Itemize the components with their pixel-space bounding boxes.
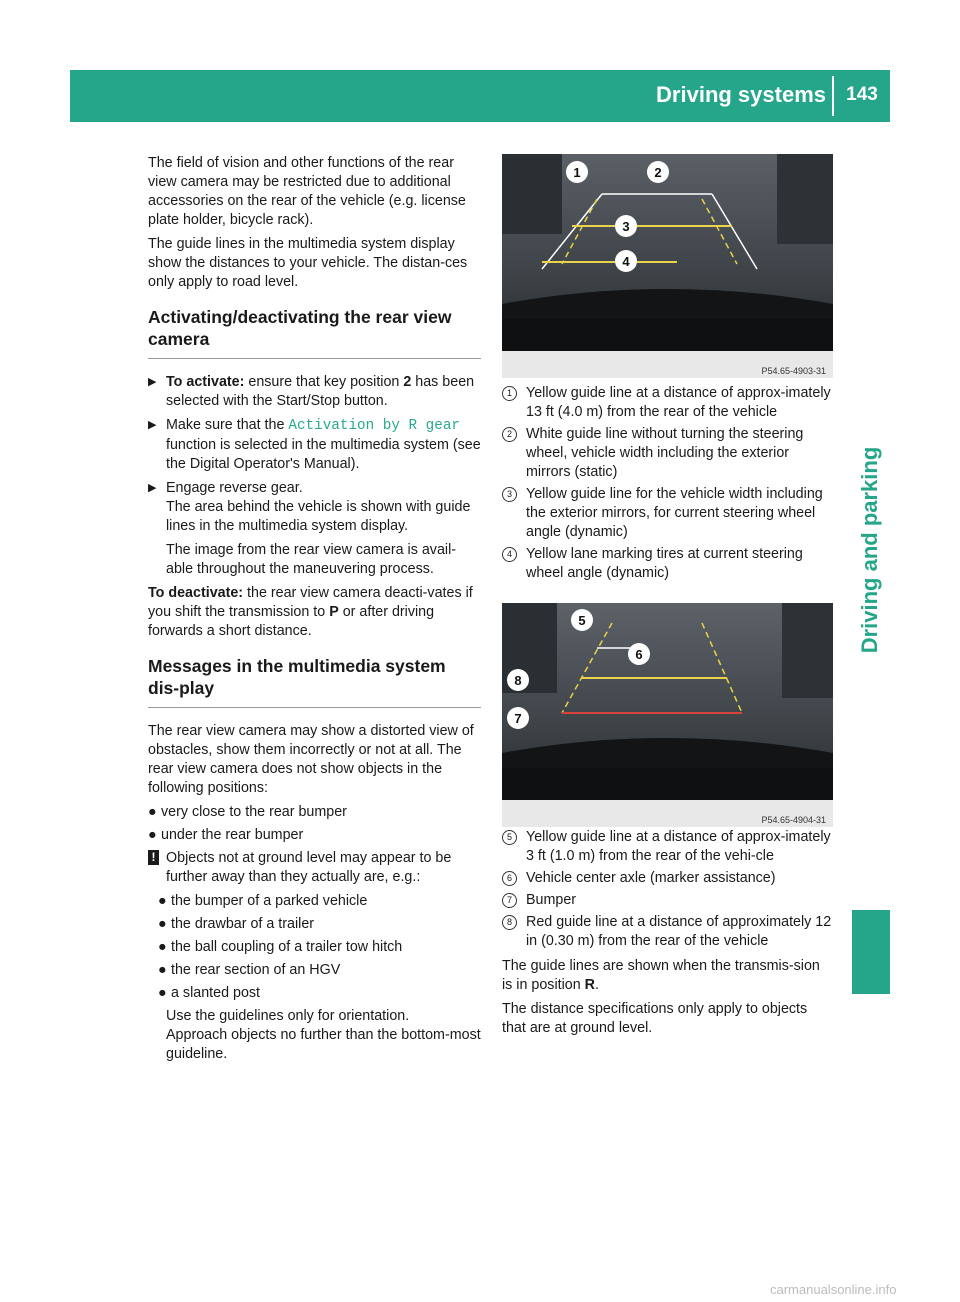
marker-8: 8 [514, 673, 522, 688]
intro-paragraph: The field of vision and other functions of the rear view camera may be restricted due to additional accessories on the rear of the vehicle (e.g. license plate holder, bicycle rack). [148, 155, 466, 228]
bullet-icon: ● [158, 916, 167, 932]
callout-number: 2 [502, 427, 517, 442]
bullet-icon: ● [148, 804, 157, 820]
list-item [158, 915, 481, 934]
marker-2: 2 [654, 165, 662, 180]
list-item [158, 961, 481, 980]
callout-text: Vehicle center axle (marker assistance) [526, 870, 776, 886]
callout-item [502, 869, 833, 888]
chapter-tab-marker [852, 910, 890, 994]
callout-item [502, 425, 833, 482]
marker-7: 7 [514, 711, 522, 726]
callout-number: 5 [502, 830, 517, 845]
step-activate [148, 373, 481, 411]
callout-item [502, 891, 833, 910]
callout-text: Red guide line at a distance of approximately 12 in (0.30 m) from the rear of the vehicle [526, 914, 832, 949]
step-reverse [148, 479, 481, 579]
left-column [148, 154, 481, 1064]
warning-icon: ! [148, 850, 159, 865]
heading-messages: Messages in the multimedia system dis-play [148, 656, 446, 698]
callout-number: 4 [502, 547, 517, 562]
callout-item [502, 828, 833, 866]
callout-number: 1 [502, 386, 517, 401]
callout-number: 7 [502, 893, 517, 908]
heading-rule [148, 358, 481, 359]
header-divider [832, 76, 834, 116]
list-item-text: a slanted post [171, 985, 261, 1001]
deactivate-paragraph [148, 584, 481, 641]
figure-code: P54.65-4903-31 [758, 366, 829, 376]
bullet-icon: ● [158, 985, 167, 1001]
bullet-icon: ● [158, 939, 167, 955]
marker-3: 3 [622, 219, 630, 234]
deactivate-text: the rear view camera deacti-vates if you shift the transmission to [148, 585, 473, 620]
messages-intro: The rear view camera may show a distorted view of obstacles, show them incorrectly or not at all. The rear view camera does not show objects in the following positions: [148, 723, 474, 796]
camera-image-2 [502, 603, 833, 827]
paragraph-text: . [594, 977, 599, 993]
chapter-tab [851, 300, 889, 800]
callout-text: White guide line without turning the steering wheel, vehicle width including the exterior mirrors (static) [526, 426, 804, 480]
camera-view-2 [502, 603, 833, 827]
gear-position: R [584, 977, 595, 993]
callout-number: 8 [502, 915, 517, 930]
paragraph-text: The guide lines are shown when the transmis-sion is in position [502, 958, 820, 993]
callout-number: 6 [502, 871, 517, 886]
menu-item-activation-by-r-gear: Activation by R gear [288, 418, 460, 434]
list-item-text: under the rear bumper [161, 827, 304, 843]
callout-item [502, 485, 833, 542]
page-number: 143 [846, 84, 878, 105]
key-position: 2 [403, 374, 412, 390]
intro-paragraph: The guide lines in the multimedia system display show the distances to your vehicle. The distan-ces only apply to road level. [148, 236, 468, 290]
marker-1: 1 [573, 165, 581, 180]
callout-text: Yellow guide line at a distance of approx-imately 13 ft (4.0 m) from the rear of the vehicle [526, 385, 831, 420]
bullet-icon: ● [158, 962, 167, 978]
marker-5: 5 [578, 613, 586, 628]
callout-item [502, 913, 833, 951]
step-label: To activate: [166, 374, 245, 390]
step-text: ensure that key position [244, 374, 404, 390]
marker-6: 6 [635, 647, 643, 662]
list-item-text: the drawbar of a trailer [171, 916, 315, 932]
guideline-note: Approach objects no further than the bottom-most guideline. [166, 1027, 481, 1062]
callout-item [502, 545, 833, 583]
marker-4: 4 [622, 254, 630, 269]
camera-view-1 [502, 154, 833, 378]
list-item [158, 984, 481, 1003]
list-item-text: the bumper of a parked vehicle [171, 893, 368, 909]
chapter-tab-label: Driving and parking [857, 446, 882, 654]
list-item-text: very close to the rear bumper [161, 804, 347, 820]
guideline-note: Use the guidelines only for orientation. [166, 1008, 410, 1024]
heading-activating: Activating/deactivating the rear view camera [148, 307, 452, 349]
callout-text: Yellow lane marking tires at current steering wheel angle (dynamic) [526, 546, 803, 581]
step-text: has been selected with the Start/Stop button. [166, 374, 475, 409]
deactivate-label: To deactivate: [148, 585, 244, 601]
callout-number: 3 [502, 487, 517, 502]
step-text: Make sure that the [166, 417, 289, 433]
gear-position: P [329, 604, 339, 620]
camera-image-1 [502, 154, 833, 378]
deactivate-text: or after driving forwards a short distance. [148, 604, 435, 639]
warning-note [148, 849, 481, 887]
list-item-text: the ball coupling of a trailer tow hitch [171, 939, 403, 955]
callout-text: Yellow guide line for the vehicle width including the exterior mirrors, for current steering wheel angle (dynamic) [526, 486, 823, 540]
step-text: Engage reverse gear. [166, 480, 303, 496]
arrow-icon: ▶ [148, 482, 157, 494]
shown-paragraph [502, 957, 833, 995]
callout-item [502, 384, 833, 422]
arrow-icon: ▶ [148, 419, 157, 431]
list-item [158, 892, 481, 911]
list-item [148, 826, 481, 845]
step-text: function is selected in the multimedia system (see the Digital Operator's Manual). [166, 437, 481, 472]
list-item [148, 803, 481, 822]
list-item-text: the rear section of an HGV [171, 962, 341, 978]
section-title: Driving systems [656, 82, 826, 107]
step-text: The image from the rear view camera is avail-able throughout the maneuvering process. [166, 542, 457, 577]
distance-paragraph: The distance specifications only apply to objects that are at ground level. [502, 1001, 808, 1036]
callout-text: Bumper [526, 892, 577, 908]
step-text: The area behind the vehicle is shown with guide lines in the multimedia system display. [166, 499, 471, 534]
warning-text: Objects not at ground level may appear to be further away than they actually are, e.g.: [166, 850, 452, 885]
footer-watermark[interactable]: carmanualsonline.info [770, 1282, 897, 1297]
arrow-icon: ▶ [148, 376, 157, 388]
bullet-icon: ● [158, 893, 167, 909]
figure-code: P54.65-4904-31 [758, 815, 829, 825]
callout-text: Yellow guide line at a distance of approx-imately 3 ft (1.0 m) from the rear of the vehi-cle [526, 829, 831, 864]
heading-rule [148, 707, 481, 708]
bullet-icon: ● [148, 827, 157, 843]
step-function [148, 416, 481, 474]
list-item [158, 938, 481, 957]
